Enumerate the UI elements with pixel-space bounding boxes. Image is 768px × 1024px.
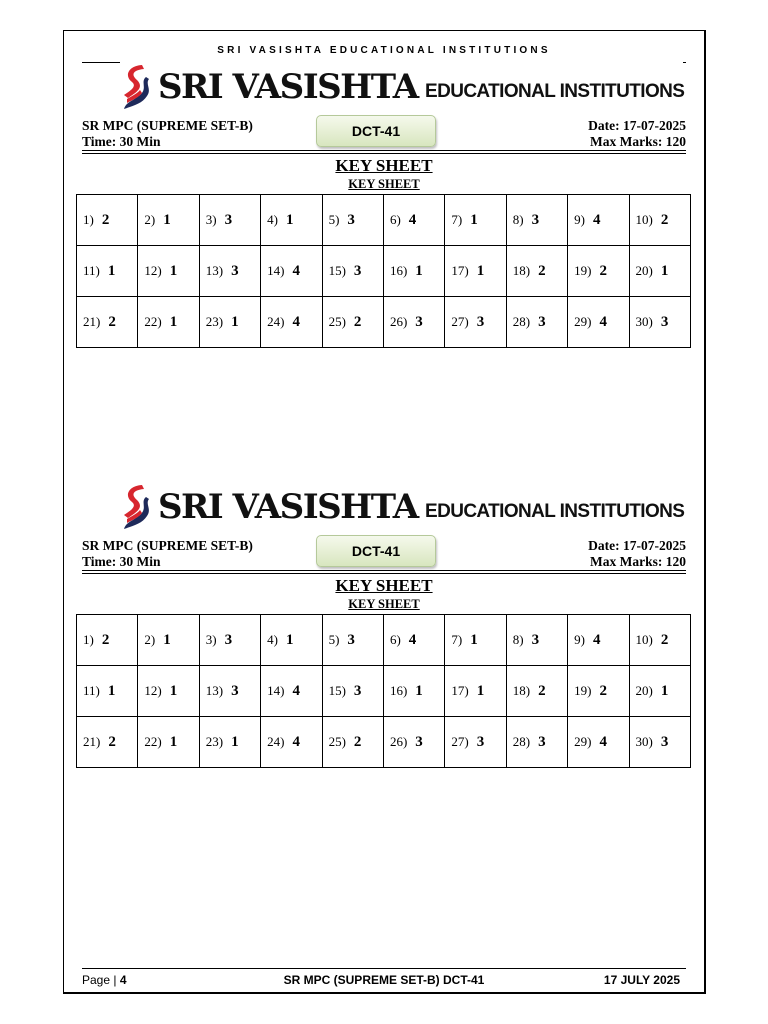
answer-cell [629, 195, 690, 246]
question-number: 17) [451, 682, 469, 698]
question-number: 11) [83, 682, 100, 698]
question-number: 29) [574, 313, 592, 329]
question-number: 4) [267, 211, 279, 227]
answer-value: 1 [163, 631, 171, 648]
answer-value: 2 [353, 313, 362, 330]
answer-cell [383, 666, 444, 717]
answer-cell [383, 717, 444, 768]
answer-value: 1 [169, 733, 178, 750]
question-number: 13) [205, 262, 224, 278]
answer-value: 3 [231, 262, 239, 279]
question-number: 10) [635, 631, 653, 647]
answer-cell [261, 717, 322, 768]
exam-info [82, 118, 686, 152]
answer-value: 2 [599, 682, 607, 699]
question-number: 6) [389, 211, 401, 227]
answer-cell [445, 615, 506, 666]
answer-cell [506, 246, 567, 297]
question-number: 8) [512, 211, 524, 227]
answer-value: 1 [169, 682, 178, 699]
answer-cell [77, 246, 138, 297]
answer-cell [322, 717, 383, 768]
answer-cell [568, 666, 629, 717]
info-rule [82, 153, 686, 154]
question-number: 19) [574, 682, 592, 698]
question-number: 29) [574, 733, 592, 749]
answer-cell [322, 297, 383, 348]
answer-value: 1 [415, 682, 423, 699]
answer-cell [77, 195, 138, 246]
answer-value: 4 [292, 313, 301, 330]
answer-value: 1 [231, 733, 239, 750]
answer-value: 4 [592, 211, 601, 228]
question-number: 7) [451, 211, 463, 227]
question-number: 5) [328, 631, 340, 647]
info-rule [82, 150, 686, 151]
answer-cell [199, 246, 260, 297]
info-rule [82, 573, 686, 574]
answer-cell [138, 666, 199, 717]
answer-value: 3 [531, 211, 540, 228]
answer-value: 4 [408, 631, 417, 648]
exam-time: Time: 30 Min [82, 134, 161, 149]
answer-value: 3 [353, 262, 362, 279]
question-number: 24) [267, 733, 285, 749]
question-number: 14) [267, 262, 285, 278]
answer-cell [629, 246, 690, 297]
logo-subtitle: EDUCATIONAL INSTITUTIONS [425, 81, 685, 102]
question-number: 12) [144, 262, 162, 278]
answer-value: 1 [107, 262, 116, 279]
key-sheet-subtitle: KEY SHEET [348, 597, 420, 611]
question-number: 27) [451, 733, 469, 749]
test-code-badge: DCT-41 [316, 535, 436, 567]
answer-value: 3 [476, 733, 485, 750]
answer-row [77, 195, 691, 246]
answer-cell [506, 195, 567, 246]
answer-value: 1 [163, 211, 171, 228]
question-number: 26) [389, 733, 408, 749]
max-marks: Max Marks: 120 [590, 554, 686, 569]
answer-value: 1 [476, 682, 485, 699]
question-number: 5) [328, 211, 340, 227]
answer-cell [77, 297, 138, 348]
answer-value: 2 [108, 733, 116, 750]
question-number: 22) [144, 733, 162, 749]
exam-date: Date: 17-07-2025 [588, 538, 686, 553]
answer-row [77, 615, 691, 666]
answer-cell [138, 195, 199, 246]
answer-cell [568, 615, 629, 666]
answer-value: 1 [470, 631, 478, 648]
answer-cell [629, 297, 690, 348]
answer-value: 3 [415, 313, 423, 330]
logo-emblem-icon [118, 482, 154, 532]
answer-row [77, 297, 691, 348]
question-number: 26) [389, 313, 408, 329]
answer-cell [261, 666, 322, 717]
answer-value: 2 [599, 262, 607, 279]
answer-value: 2 [101, 631, 110, 648]
answer-value: 3 [538, 733, 546, 750]
answer-key-table [76, 614, 691, 768]
key-sheet-subtitle: KEY SHEET [348, 177, 420, 191]
answer-cell [322, 246, 383, 297]
logo-name: SRI VASISHTA [158, 67, 418, 107]
answer-cell [199, 615, 260, 666]
answer-cell [445, 195, 506, 246]
answer-value: 2 [101, 211, 110, 228]
question-number: 14) [267, 682, 285, 698]
question-number: 25) [328, 733, 346, 749]
page-footer [82, 968, 686, 987]
question-number: 7) [451, 631, 463, 647]
answer-cell [506, 297, 567, 348]
answer-cell [568, 717, 629, 768]
answer-cell [445, 717, 506, 768]
answer-cell [629, 615, 690, 666]
course-name: SR MPC (SUPREME SET-B) [82, 538, 253, 553]
answer-cell [383, 615, 444, 666]
institution-header: SRI VASISHTA EDUCATIONAL INSTITUTIONS [217, 45, 551, 56]
question-number: 15) [328, 682, 346, 698]
answer-value: 4 [592, 631, 601, 648]
question-number: 18) [512, 262, 531, 278]
question-number: 22) [144, 313, 162, 329]
answer-cell [506, 666, 567, 717]
answer-cell [568, 195, 629, 246]
question-number: 30) [635, 313, 653, 329]
answer-value: 3 [538, 313, 546, 330]
question-number: 3) [205, 211, 217, 227]
answer-value: 4 [292, 682, 301, 699]
answer-cell [77, 717, 138, 768]
answer-cell [629, 666, 690, 717]
question-number: 19) [574, 262, 592, 278]
logo-name: SRI VASISHTA [158, 487, 418, 527]
answer-value: 1 [415, 262, 423, 279]
question-number: 12) [144, 682, 162, 698]
question-number: 20) [635, 262, 653, 278]
course-name: SR MPC (SUPREME SET-B) [82, 118, 253, 133]
question-number: 10) [635, 211, 653, 227]
answer-value: 3 [660, 733, 669, 750]
answer-value: 3 [231, 682, 239, 699]
answer-value: 3 [476, 313, 485, 330]
question-number: 3) [205, 631, 217, 647]
exam-info [82, 538, 686, 572]
answer-cell [445, 297, 506, 348]
answer-cell [261, 246, 322, 297]
answer-row [77, 666, 691, 717]
answer-cell [322, 195, 383, 246]
answer-cell [568, 246, 629, 297]
answer-cell [629, 717, 690, 768]
answer-value: 1 [107, 682, 116, 699]
question-number: 16) [389, 682, 408, 698]
answer-cell [138, 297, 199, 348]
question-number: 20) [635, 682, 653, 698]
footer-page-number: 4 [119, 973, 127, 987]
logo-emblem-icon [118, 62, 154, 112]
answer-cell [199, 717, 260, 768]
answer-value: 1 [286, 211, 294, 228]
footer-date: 17 JULY 2025 [603, 973, 680, 987]
question-number: 6) [389, 631, 401, 647]
info-rule [82, 570, 686, 571]
question-number: 16) [389, 262, 408, 278]
answer-cell [322, 666, 383, 717]
answer-row [77, 717, 691, 768]
question-number: 27) [451, 313, 469, 329]
question-number: 28) [512, 733, 531, 749]
answer-cell [138, 717, 199, 768]
exam-date: Date: 17-07-2025 [588, 118, 686, 133]
answer-value: 4 [599, 313, 607, 330]
answer-cell [199, 666, 260, 717]
question-number: 21) [83, 313, 101, 329]
question-number: 25) [328, 313, 346, 329]
question-number: 1) [83, 631, 94, 647]
answer-cell [506, 615, 567, 666]
answer-value: 1 [470, 211, 478, 228]
question-number: 15) [328, 262, 346, 278]
answer-value: 1 [231, 313, 239, 330]
question-number: 11) [83, 262, 100, 278]
answer-value: 1 [660, 262, 669, 279]
answer-value: 2 [660, 211, 669, 228]
footer-title: SR MPC (SUPREME SET-B) DCT-41 [283, 973, 485, 987]
answer-cell [261, 615, 322, 666]
logo [118, 62, 688, 112]
question-number: 21) [83, 733, 101, 749]
answer-cell [199, 195, 260, 246]
answer-cell [322, 615, 383, 666]
max-marks: Max Marks: 120 [590, 134, 686, 149]
answer-cell [568, 297, 629, 348]
answer-value: 3 [660, 313, 669, 330]
answer-value: 4 [292, 733, 301, 750]
question-number: 23) [205, 733, 224, 749]
logo-subtitle: EDUCATIONAL INSTITUTIONS [425, 501, 685, 522]
question-number: 30) [635, 733, 653, 749]
answer-key-table [76, 194, 691, 348]
answer-value: 2 [660, 631, 669, 648]
answer-value: 1 [169, 313, 178, 330]
question-number: 23) [205, 313, 224, 329]
question-number: 8) [512, 631, 524, 647]
question-number: 2) [144, 631, 156, 647]
answer-cell [383, 246, 444, 297]
answer-value: 3 [224, 211, 233, 228]
question-number: 28) [512, 313, 531, 329]
answer-value: 4 [408, 211, 417, 228]
question-number: 18) [512, 682, 531, 698]
exam-time: Time: 30 Min [82, 554, 161, 569]
answer-cell [445, 246, 506, 297]
question-number: 17) [451, 262, 469, 278]
answer-value: 1 [660, 682, 669, 699]
key-sheet-title: KEY SHEET [335, 156, 433, 175]
question-number: 9) [574, 211, 585, 227]
answer-value: 3 [224, 631, 233, 648]
question-number: 13) [205, 682, 224, 698]
logo [118, 482, 688, 532]
answer-cell [261, 297, 322, 348]
answer-value: 3 [353, 682, 362, 699]
answer-cell [199, 297, 260, 348]
answer-cell [138, 615, 199, 666]
answer-value: 3 [531, 631, 540, 648]
answer-value: 3 [347, 631, 355, 648]
answer-value: 2 [538, 682, 546, 699]
footer-page-label: Page | [82, 973, 120, 987]
answer-value: 1 [169, 262, 178, 279]
question-number: 1) [83, 211, 94, 227]
question-number: 4) [267, 631, 279, 647]
answer-cell [506, 717, 567, 768]
answer-value: 2 [538, 262, 546, 279]
question-number: 2) [144, 211, 156, 227]
answer-cell [383, 297, 444, 348]
answer-value: 1 [476, 262, 485, 279]
answer-value: 4 [292, 262, 301, 279]
answer-cell [445, 666, 506, 717]
answer-cell [261, 195, 322, 246]
question-number: 9) [574, 631, 585, 647]
header-rule-left [82, 62, 120, 63]
answer-cell [383, 195, 444, 246]
answer-cell [138, 246, 199, 297]
answer-row [77, 246, 691, 297]
question-number: 24) [267, 313, 285, 329]
answer-value: 3 [347, 211, 355, 228]
answer-value: 1 [286, 631, 294, 648]
answer-value: 2 [353, 733, 362, 750]
answer-value: 4 [599, 733, 607, 750]
answer-cell [77, 666, 138, 717]
answer-value: 2 [108, 313, 116, 330]
answer-cell [77, 615, 138, 666]
answer-value: 3 [415, 733, 423, 750]
key-sheet-title: KEY SHEET [335, 576, 433, 595]
test-code-badge: DCT-41 [316, 115, 436, 147]
